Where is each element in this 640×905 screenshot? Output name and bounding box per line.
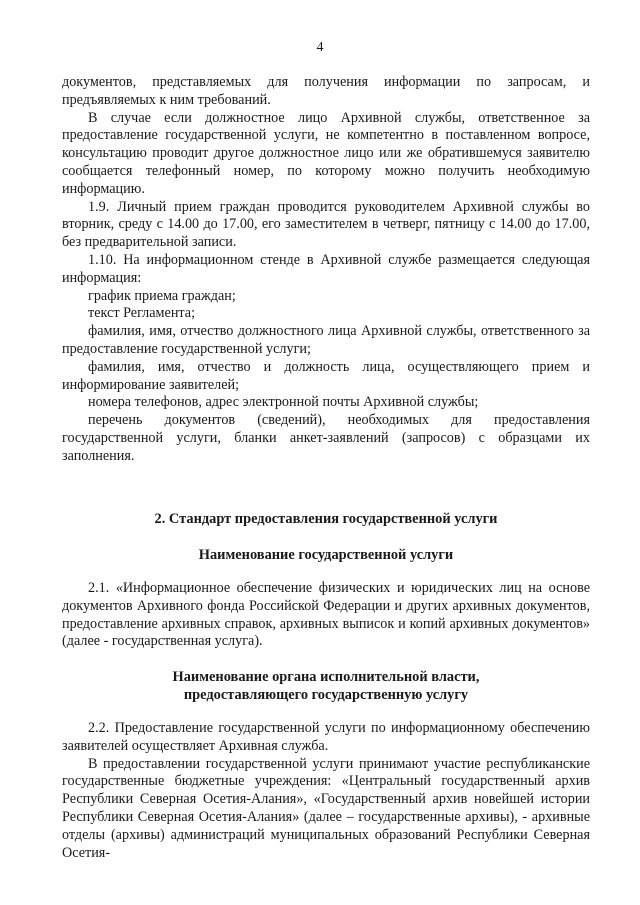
paragraph-2-1: 2.1. «Информационное обеспечение физических и юридических лиц на основе документов Архивного фонда Российской Федерации и других архивных документов, предоставление архивных справок, архивных выписок и копий архивных документов» (далее - государственная услуга). [62,580,590,650]
page-number: 4 [316,40,324,55]
paragraph-2-2: 2.2. Предоставление государственной услуги по информационному обеспечению заявителей осуществляет Архивная служба. [62,720,590,754]
list-item-schedule: график приема граждан; [88,287,236,304]
paragraph-1-10: 1.10. На информационном стенде в Архивной службе размещается следующая информация: [62,251,590,286]
section-2-1-body [62,580,590,651]
subtitle-service-name: Наименование государственной услуги [198,547,454,563]
paragraph-documents: документов, представляемых для получения информации по запросам, и предъявляемых к ним требований. [62,74,590,108]
list-item-regulation: текст Регламента; [88,305,196,322]
section-1-body [62,74,590,466]
paragraph-reception-person: фамилия, имя, отчество и должность лица, осуществляющего прием и информирование заявителей; [62,358,590,393]
subtitle-authority [62,668,590,704]
section-2-title: 2. Стандарт предоставления государственной услуги [154,511,498,527]
paragraph-1-9: 1.9. Личный прием граждан проводится руководителем Архивной службы во вторник, среду с 14.00 до 17.00, его заместителем в четверг, пятницу с 14.00 до 17.00, без предварительной записи. [62,198,590,251]
paragraph-incompetent-official: В случае если должностное лицо Архивной службы, ответственное за предоставление государственной услуги, не компетентно в поставленном вопросе, консультацию проводит другое должностное лицо или же обратившемуся заявителю сообщается телефонный номер, по которому можно получить необходимую информацию. [62,109,590,197]
list-item-phones: номера телефонов, адрес электронной почты Архивной службы; [88,394,479,411]
section-2-2-body [62,720,590,862]
paragraph-participation: В предоставлении государственной услуги принимают участие республиканские государственные бюджетные учреждения: «Центральный государственный архив Республики Северная Осетия-Алания», «Государственный архив новейшей истории Республики Северная Осетия-Алания» (далее – государственные архивы), - архивные отделы (архивы) администраций муниципальных образований Республики Северная Осетия- [62,755,590,861]
subtitle-authority-line-1: Наименование органа исполнительной власти, [172,669,480,685]
subtitle-authority-line-2: предоставляющего государственную услугу [183,687,469,703]
paragraph-official-name: фамилия, имя, отчество должностного лица Архивной службы, ответственного за предоставление государственной услуги; [62,323,590,357]
paragraph-documents-list: перечень документов (сведений), необходимых для предоставления государственной услуги, бланки анкет-заявлений (запросов) с образцами их заполнения. [62,412,590,464]
